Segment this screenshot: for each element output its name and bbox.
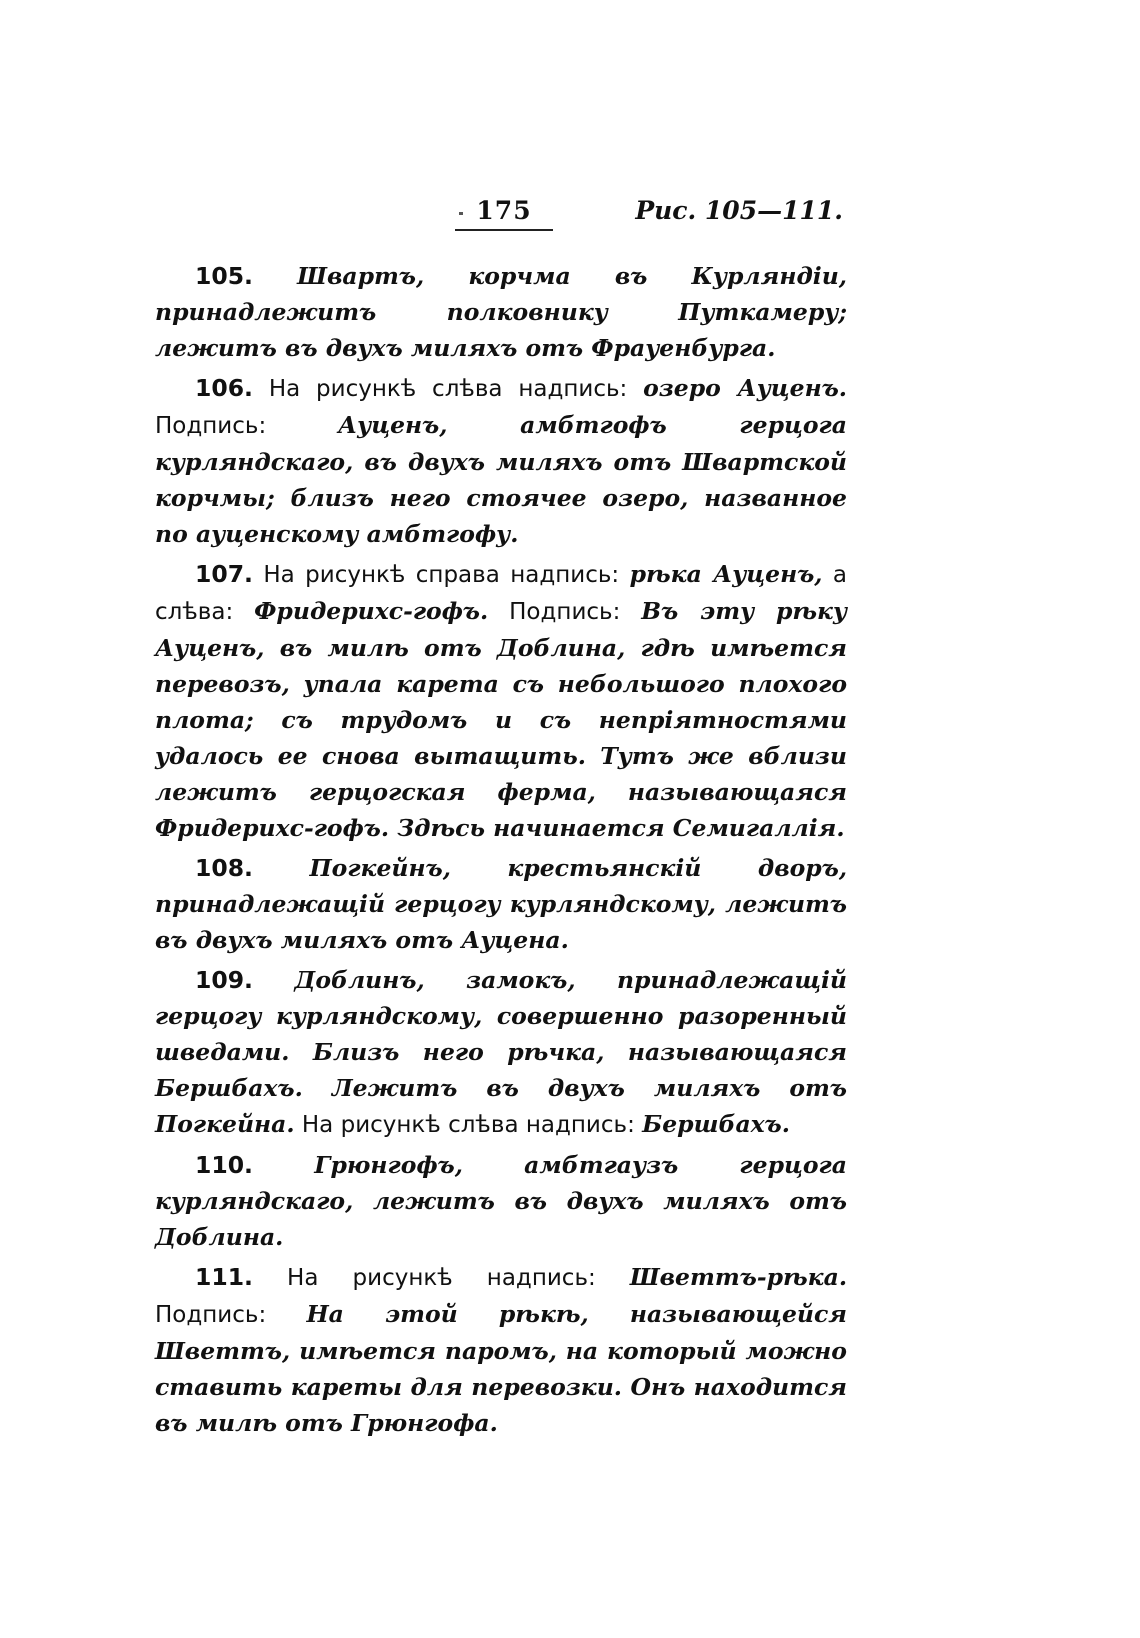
entry-plain-text: На рисункѣ справа надпись:: [252, 562, 630, 588]
entry-number: 111.: [195, 1263, 253, 1291]
entry-italic-text: Доблинъ, замокъ, принадлежащій герцогу курляндскому, совершенно разоренный шведами. Близъ него рѣчка, называющаяся Бершбахъ. Лежитъ въ двухъ миляхъ отъ Погкейна.: [155, 966, 847, 1138]
entry-italic-text: Ауценъ, амбтгофъ герцога курляндскаго, въ двухъ миляхъ отъ Швартской корчмы; близъ него стоячее озеро, названное по ауценскому амбтгофу.: [155, 411, 848, 548]
entry-106: [155, 370, 847, 552]
page-number-text: 175: [476, 196, 532, 225]
entry-number: 106.: [195, 374, 253, 402]
entry-number: 110.: [195, 1151, 253, 1179]
entry-plain-text: а слѣва:: [155, 562, 847, 625]
entry-plain-text: Подпись:: [155, 1302, 307, 1328]
entry-plain-text: Подпись:: [155, 413, 339, 439]
entry-italic-text: Погкейнъ, крестьянскій дворъ, принадлежащій герцогу курляндскому, лежитъ въ двухъ миляхъ отъ Ауцена.: [155, 854, 847, 954]
entry-109: [155, 962, 847, 1143]
entry-number: 107.: [195, 560, 253, 588]
entry-plain-text: На рисункѣ надпись:: [252, 1265, 630, 1291]
entry-111: [155, 1259, 847, 1441]
entry-number: 109.: [195, 966, 253, 994]
entry-italic-text: Въ эту рѣку Ауценъ, въ милѣ отъ Доблина, гдѣ имѣется перевозъ, упала карета съ небольшого плохого плота; съ трудомъ и съ непріятностями удалось ее снова вытащить. Тутъ же вблизи лежитъ герцогская ферма, называющаяся Фридерихс-гофъ. Здѣсь начинается Семигаллія.: [155, 597, 848, 842]
entry-italic-text: Шветтъ-рѣка.: [629, 1263, 847, 1291]
entry-plain-text: На рисункѣ слѣва надпись:: [252, 376, 644, 402]
book-page: [155, 0, 847, 1638]
page-header: [155, 196, 847, 240]
page-number: [455, 196, 553, 231]
entry-italic-text: Бершбахъ.: [642, 1110, 790, 1138]
entry-italic-text: Грюнгофъ, амбтгаузъ герцога курляндскаго, лежитъ въ двухъ миляхъ отъ Доблина.: [155, 1151, 847, 1251]
entry-italic-text: Фридерихс-гофъ.: [254, 597, 489, 625]
entry-number: 105.: [195, 262, 253, 290]
entry-110: [155, 1147, 847, 1255]
entry-plain-text: Подпись:: [488, 599, 642, 625]
entries-list: [155, 258, 847, 1445]
entry-italic-text: Швартъ, корчма въ Курляндіи, принадлежитъ полковнику Путкамеру; лежитъ въ двухъ миляхъ отъ Фрауенбурга.: [155, 262, 847, 362]
entry-italic-text: озеро Ауценъ.: [643, 374, 847, 402]
entry-107: [155, 556, 847, 846]
entry-italic-text: На этой рѣкѣ, называющейся Шветтъ, имѣется паромъ, на который можно ставить кареты для перевозки. Онъ находится въ милѣ отъ Грюнгофа.: [155, 1300, 847, 1437]
entry-plain-text: На рисункѣ слѣва надпись:: [294, 1112, 643, 1138]
entry-number: 108.: [195, 854, 253, 882]
entry-italic-text: рѣка Ауценъ,: [629, 560, 823, 588]
entry-105: [155, 258, 847, 366]
running-head: Рис. 105—111.: [635, 196, 843, 225]
print-mark: [459, 212, 463, 215]
entry-108: [155, 850, 847, 958]
